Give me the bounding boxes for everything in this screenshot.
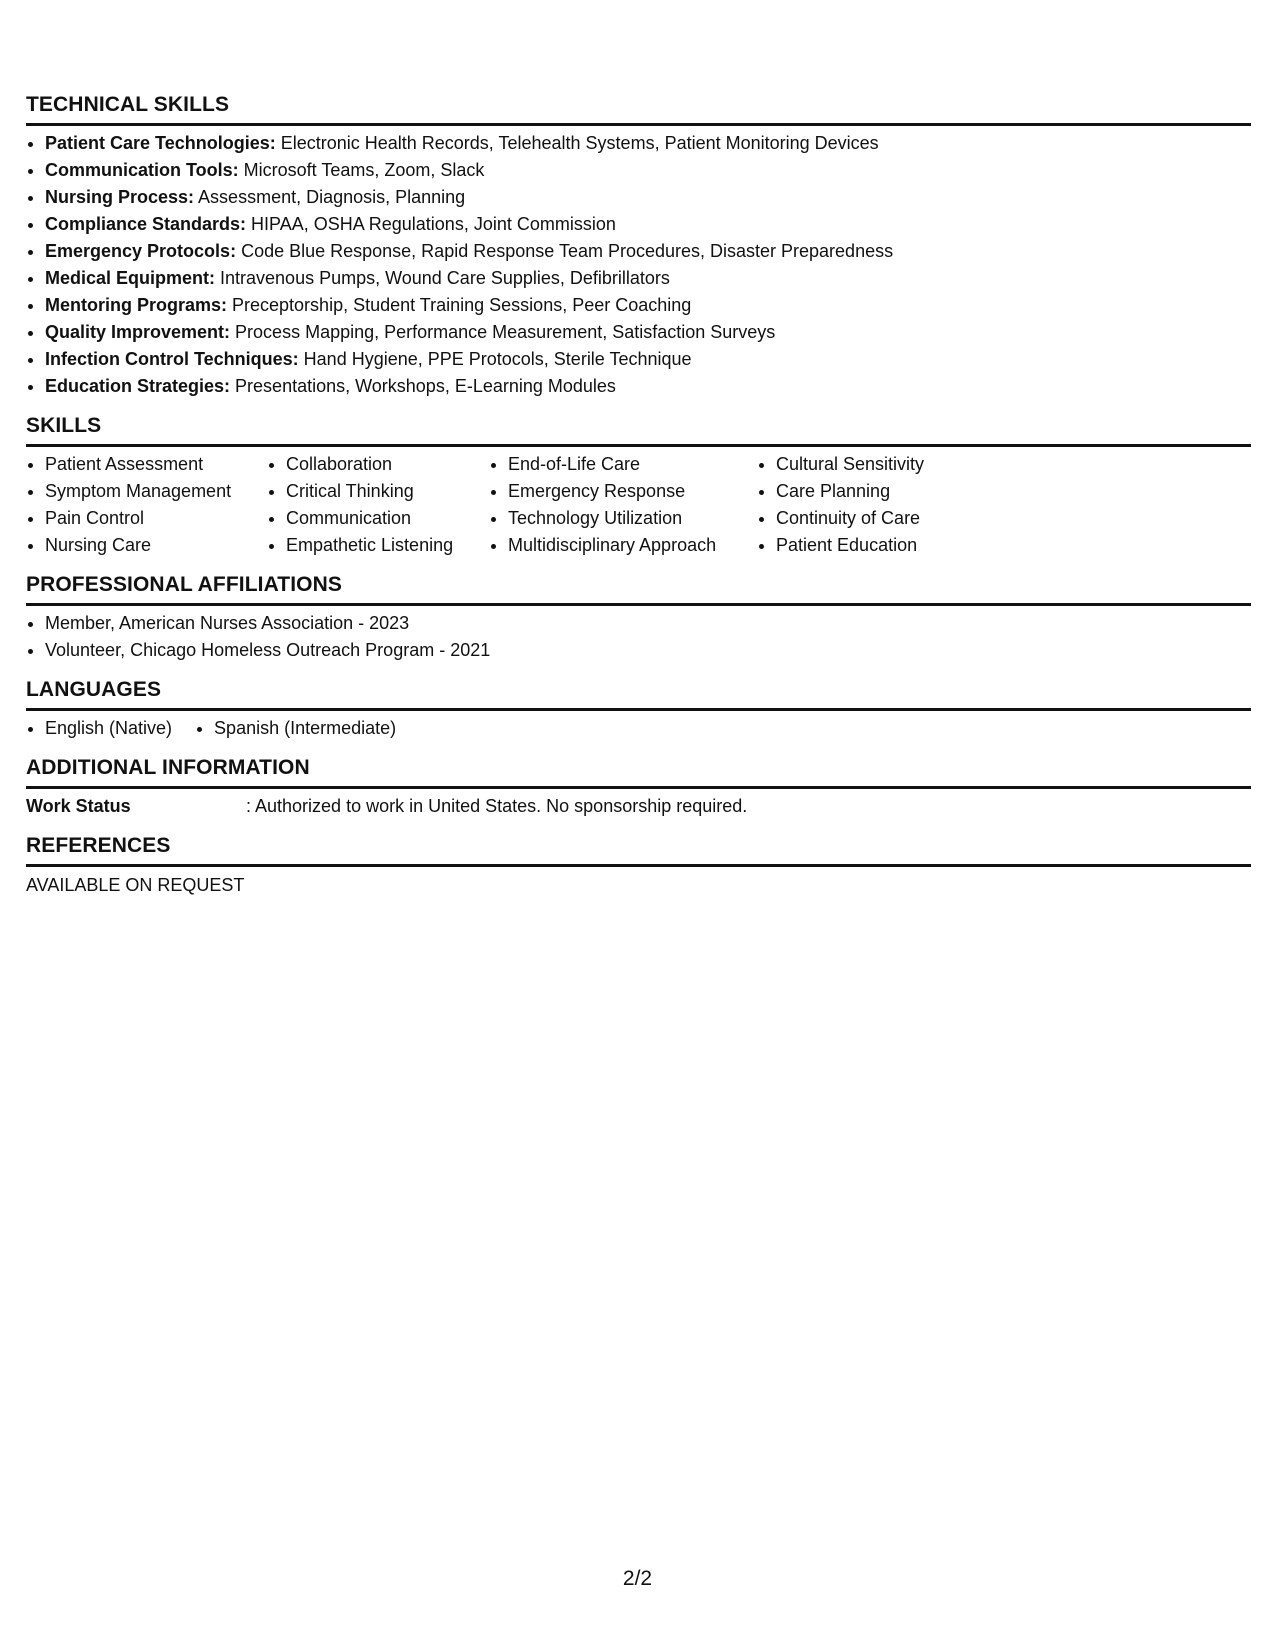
list-item	[45, 292, 1251, 319]
item-value: Preceptorship, Student Training Sessions, Peer Coaching	[227, 295, 692, 315]
item-label: Quality Improvement:	[45, 322, 231, 342]
list-item	[45, 238, 1251, 265]
references-text: AVAILABLE ON REQUEST	[26, 875, 245, 895]
item-label: Infection Control Techniques:	[45, 349, 299, 369]
languages-section	[26, 677, 1251, 742]
list-item: • Collaboration	[286, 451, 489, 478]
skills-column-3	[489, 451, 757, 559]
list-item: • Patient Assessment	[45, 451, 267, 478]
additional-info-section	[26, 755, 1251, 820]
list-item	[45, 373, 1251, 400]
affiliations-section	[26, 572, 1251, 664]
item-value: Code Blue Response, Rapid Response Team Procedures, Disaster Preparedness	[236, 241, 894, 261]
list-item: • Pain Control	[45, 505, 267, 532]
affiliations-list	[26, 610, 1251, 664]
item-value: Assessment, Diagnosis, Planning	[194, 187, 466, 207]
list-item: • Care Planning	[776, 478, 1036, 505]
languages-heading: LANGUAGES	[26, 677, 1251, 711]
item-value: Microsoft Teams, Zoom, Slack	[238, 160, 485, 180]
item-value: Electronic Health Records, Telehealth Systems, Patient Monitoring Devices	[275, 133, 879, 153]
item-label: Emergency Protocols:	[45, 241, 237, 261]
list-item	[45, 157, 1251, 184]
references-section	[26, 833, 1251, 899]
list-item	[45, 184, 1251, 211]
list-item	[45, 346, 1251, 373]
technical-skills-list	[26, 130, 1251, 400]
list-item: • Patient Education	[776, 532, 1036, 559]
skills-heading: SKILLS	[26, 413, 1251, 447]
item-value: Process Mapping, Performance Measurement, Satisfaction Surveys	[230, 322, 776, 342]
item-value: Presentations, Workshops, E-Learning Modules	[230, 376, 616, 396]
list-item: • Nursing Care	[45, 532, 267, 559]
page-number: 2/2	[622, 1567, 653, 1590]
technical-skills-section	[26, 92, 1251, 400]
technical-skills-heading: TECHNICAL SKILLS	[26, 92, 1251, 126]
skills-grid	[26, 451, 1251, 559]
skills-column-4	[757, 451, 1036, 559]
list-item: • Multidisciplinary Approach	[508, 532, 757, 559]
references-heading: REFERENCES	[26, 833, 1251, 867]
list-item: • Technology Utilization	[508, 505, 757, 532]
list-item: • Volunteer, Chicago Homeless Outreach Program - 2021	[45, 637, 1251, 664]
item-label: Medical Equipment:	[45, 268, 216, 288]
list-item	[45, 319, 1251, 346]
work-status-label: Work Status	[26, 796, 131, 816]
item-label: Education Strategies:	[45, 376, 231, 396]
skills-column-2	[267, 451, 489, 559]
work-status-value: : Authorized to work in United States. No sponsorship required.	[246, 796, 748, 816]
list-item: • Member, American Nurses Association - 2023	[45, 610, 1251, 637]
list-item: • English (Native)	[45, 715, 172, 742]
additional-info-heading: ADDITIONAL INFORMATION	[26, 755, 1251, 789]
item-label: Compliance Standards:	[45, 214, 247, 234]
item-label: Mentoring Programs:	[45, 295, 228, 315]
list-item: • Communication	[286, 505, 489, 532]
item-value: Intravenous Pumps, Wound Care Supplies, Defibrillators	[215, 268, 670, 288]
list-item	[45, 130, 1251, 157]
list-item: • Emergency Response	[508, 478, 757, 505]
list-item: • Cultural Sensitivity	[776, 451, 1036, 478]
skills-section	[26, 413, 1251, 559]
item-label: Nursing Process:	[45, 187, 195, 207]
list-item	[45, 211, 1251, 238]
resume-page	[26, 92, 1251, 912]
item-value: HIPAA, OSHA Regulations, Joint Commission	[246, 214, 616, 234]
list-item: • Spanish (Intermediate)	[214, 715, 396, 742]
item-value: Hand Hygiene, PPE Protocols, Sterile Technique	[298, 349, 692, 369]
list-item: • Continuity of Care	[776, 505, 1036, 532]
work-status-row	[26, 793, 1251, 820]
languages-list	[26, 715, 1251, 742]
item-label: Patient Care Technologies:	[45, 133, 276, 153]
list-item	[45, 265, 1251, 292]
list-item: • Critical Thinking	[286, 478, 489, 505]
skills-column-1	[26, 451, 267, 559]
list-item: • Empathetic Listening	[286, 532, 489, 559]
list-item: • End-of-Life Care	[508, 451, 757, 478]
affiliations-heading: PROFESSIONAL AFFILIATIONS	[26, 572, 1251, 606]
list-item: • Symptom Management	[45, 478, 267, 505]
item-label: Communication Tools:	[45, 160, 239, 180]
